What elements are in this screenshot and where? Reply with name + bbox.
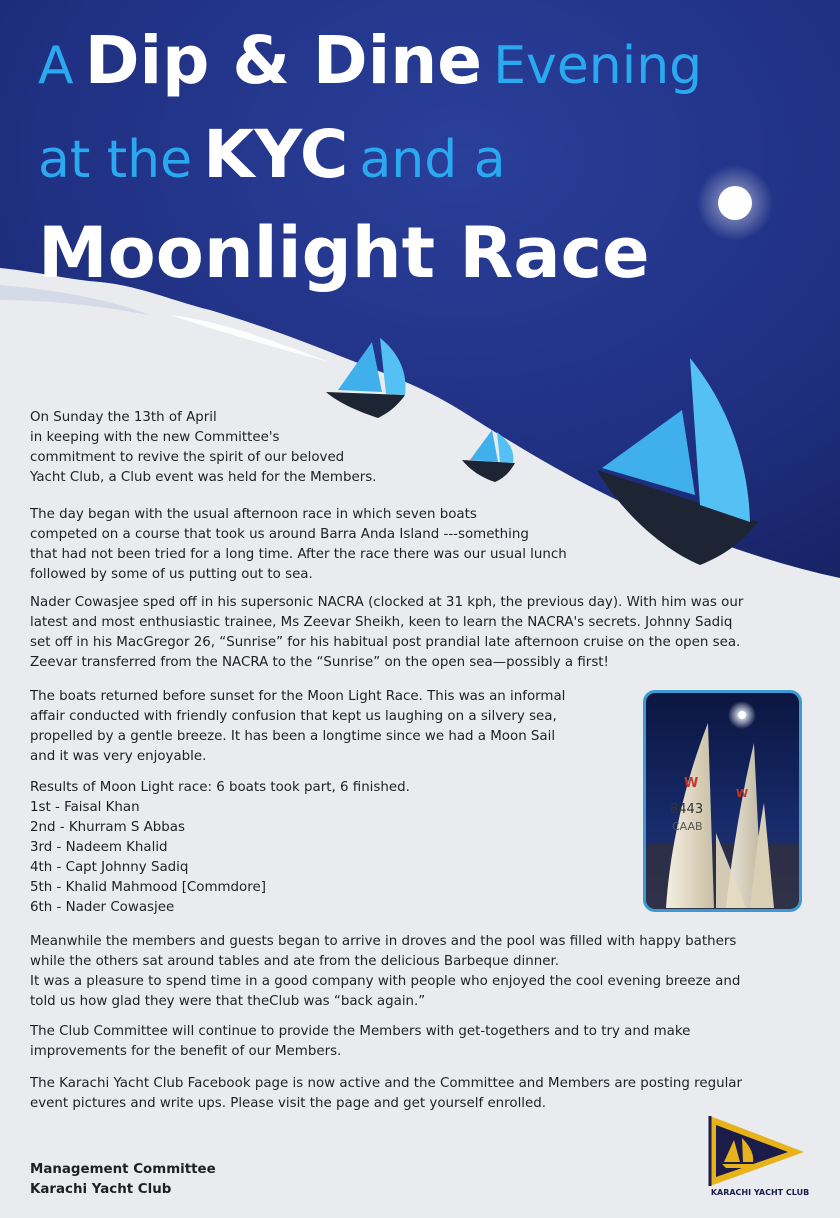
footer-line: Karachi Yacht Club	[30, 1182, 172, 1197]
text-line: while the others sat around tables and ate from the delicious Barbeque dinner.	[30, 954, 559, 969]
title-word: Evening	[493, 36, 703, 96]
text-line: The Club Committee will continue to provide the Members with get-togethers and to try and make	[30, 1024, 691, 1039]
burgee-flag-icon	[706, 1114, 814, 1188]
results-heading: Results of Moon Light race: 6 boats took part, 6 finished.	[30, 780, 410, 795]
result-item: 3rd - Nadeem Khalid	[30, 840, 168, 855]
result-item: 2nd - Khurram S Abbas	[30, 820, 185, 835]
guests-paragraph	[30, 932, 740, 1012]
moonlight-sail-photo	[643, 690, 802, 912]
moon	[718, 186, 752, 220]
sail-letter: W	[736, 787, 749, 800]
title-word: KYC	[203, 116, 349, 193]
title-word: Dip & Dine	[84, 22, 483, 99]
facebook-paragraph	[30, 1074, 742, 1114]
footer-line: Management Committee	[30, 1162, 216, 1177]
text-line: set off in his MacGregor 26, “Sunrise” for his habitual post prandial late afternoon cruise on the open sea.	[30, 635, 741, 650]
text-line: The day began with the usual afternoon race in which seven boats	[30, 507, 477, 522]
text-line: The Karachi Yacht Club Facebook page is now active and the Committee and Members are posting regular	[30, 1076, 743, 1091]
text-line: improvements for the benefit of our Members.	[30, 1044, 342, 1059]
text-line: Nader Cowasjee sped off in his supersonic NACRA (clocked at 31 kph, the previous day). With him was our	[30, 595, 744, 610]
nacra-paragraph	[30, 593, 743, 673]
result-item: 1st - Faisal Khan	[30, 800, 140, 815]
text-line: It was a pleasure to spend time in a good company with people who enjoyed the cool evening breeze and	[30, 974, 741, 989]
sail-number: 8443	[670, 802, 704, 817]
text-line: affair conducted with friendly confusion that kept us laughing on a silvery sea,	[30, 709, 557, 724]
moonlight-paragraph	[30, 687, 565, 767]
text-line: Meanwhile the members and guests began to arrive in droves and the pool was filled with happy bathers	[30, 934, 737, 949]
title-word: A	[38, 36, 74, 96]
text-line: On Sunday the 13th of April	[30, 410, 217, 425]
text-line: propelled by a gentle breeze. It has been a longtime since we had a Moon Sail	[30, 729, 556, 744]
title-word: at the	[38, 130, 193, 190]
race-paragraph	[30, 505, 567, 585]
text-line: competed on a course that took us around Barra Anda Island ---something	[30, 527, 529, 542]
text-line: Yacht Club, a Club event was held for the Members.	[30, 470, 377, 485]
kyc-burgee-logo	[706, 1114, 814, 1204]
results-section	[30, 778, 410, 918]
text-line: Zeevar transferred from the NACRA to the “Sunrise” on the open sea—possibly a first!	[30, 655, 609, 670]
sail-text: CAAB	[672, 820, 703, 833]
text-line: The boats returned before sunset for the Moon Light Race. This was an informal	[30, 689, 566, 704]
text-line: that had not been tried for a long time. After the race there was our usual lunch	[30, 547, 567, 562]
title-line-1	[38, 22, 703, 99]
result-item: 4th - Capt Johnny Sadiq	[30, 860, 189, 875]
text-line: commitment to revive the spirit of our beloved	[30, 450, 345, 465]
result-item: 6th - Nader Cowasjee	[30, 900, 175, 915]
sail-photo-illustration	[646, 693, 799, 909]
title-word: Moonlight Race	[38, 212, 650, 294]
results-list	[30, 798, 410, 918]
title-line-2	[38, 116, 506, 193]
text-line: event pictures and write ups. Please visit the page and get yourself enrolled.	[30, 1096, 547, 1111]
text-line: followed by some of us putting out to sea.	[30, 567, 313, 582]
result-item: 5th - Khalid Mahmood [Commdore]	[30, 880, 266, 895]
text-line: told us how glad they were that theClub was “back again.”	[30, 994, 426, 1009]
title-line-3	[38, 212, 650, 294]
title-word: and a	[359, 130, 506, 190]
committee-paragraph	[30, 1022, 690, 1062]
text-line: in keeping with the new Committee's	[30, 430, 280, 445]
footer-signature	[30, 1160, 216, 1200]
text-line: and it was very enjoyable.	[30, 749, 207, 764]
text-line: latest and most enthusiastic trainee, Ms Zeevar Sheikh, keen to learn the NACRA's secrets. Johnny Sadiq	[30, 615, 733, 630]
logo-caption: KARACHI YACHT CLUB	[710, 1188, 810, 1197]
sail-letter: W	[684, 776, 699, 791]
intro-paragraph	[30, 408, 376, 488]
